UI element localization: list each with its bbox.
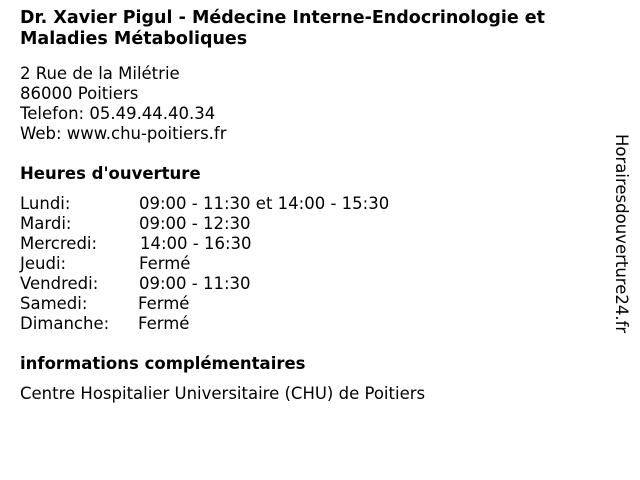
day-hours: Fermé — [138, 314, 190, 333]
day-hours: 09:00 - 11:30 et 14:00 - 15:30 — [139, 194, 390, 213]
opening-hours-heading: Heures d'ouverture — [20, 164, 201, 183]
day-hours: 09:00 - 12:30 — [139, 214, 251, 233]
day-hours: Fermé — [138, 294, 190, 313]
additional-info-text: Centre Hospitalier Universitaire (CHU) de Poitiers — [20, 384, 426, 403]
additional-info-heading: informations complémentaires — [20, 354, 306, 373]
day-hours: Fermé — [139, 254, 191, 273]
address-city: 86000 Poitiers — [20, 84, 139, 103]
address-block — [20, 64, 227, 144]
site-watermark: Horairesdouverture24.fr — [612, 134, 631, 334]
day-label: Jeudi: — [20, 254, 67, 273]
day-hours: 09:00 - 11:30 — [139, 274, 251, 293]
phone-number: Telefon: 05.49.44.40.34 — [20, 104, 216, 123]
day-label: Mardi: — [20, 214, 72, 233]
day-label: Dimanche: — [20, 314, 110, 333]
address-street: 2 Rue de la Milétrie — [20, 64, 180, 83]
website: Web: www.chu-poitiers.fr — [20, 124, 227, 143]
day-label: Samedi: — [20, 294, 88, 313]
day-hours: 14:00 - 16:30 — [140, 234, 252, 253]
business-title: Dr. Xavier Pigul - Médecine Interne-Endocrinologie et Maladies Métaboliques — [20, 8, 546, 49]
day-label: Mercredi: — [20, 234, 98, 253]
day-label: Lundi: — [20, 194, 71, 213]
day-label: Vendredi: — [20, 274, 99, 293]
